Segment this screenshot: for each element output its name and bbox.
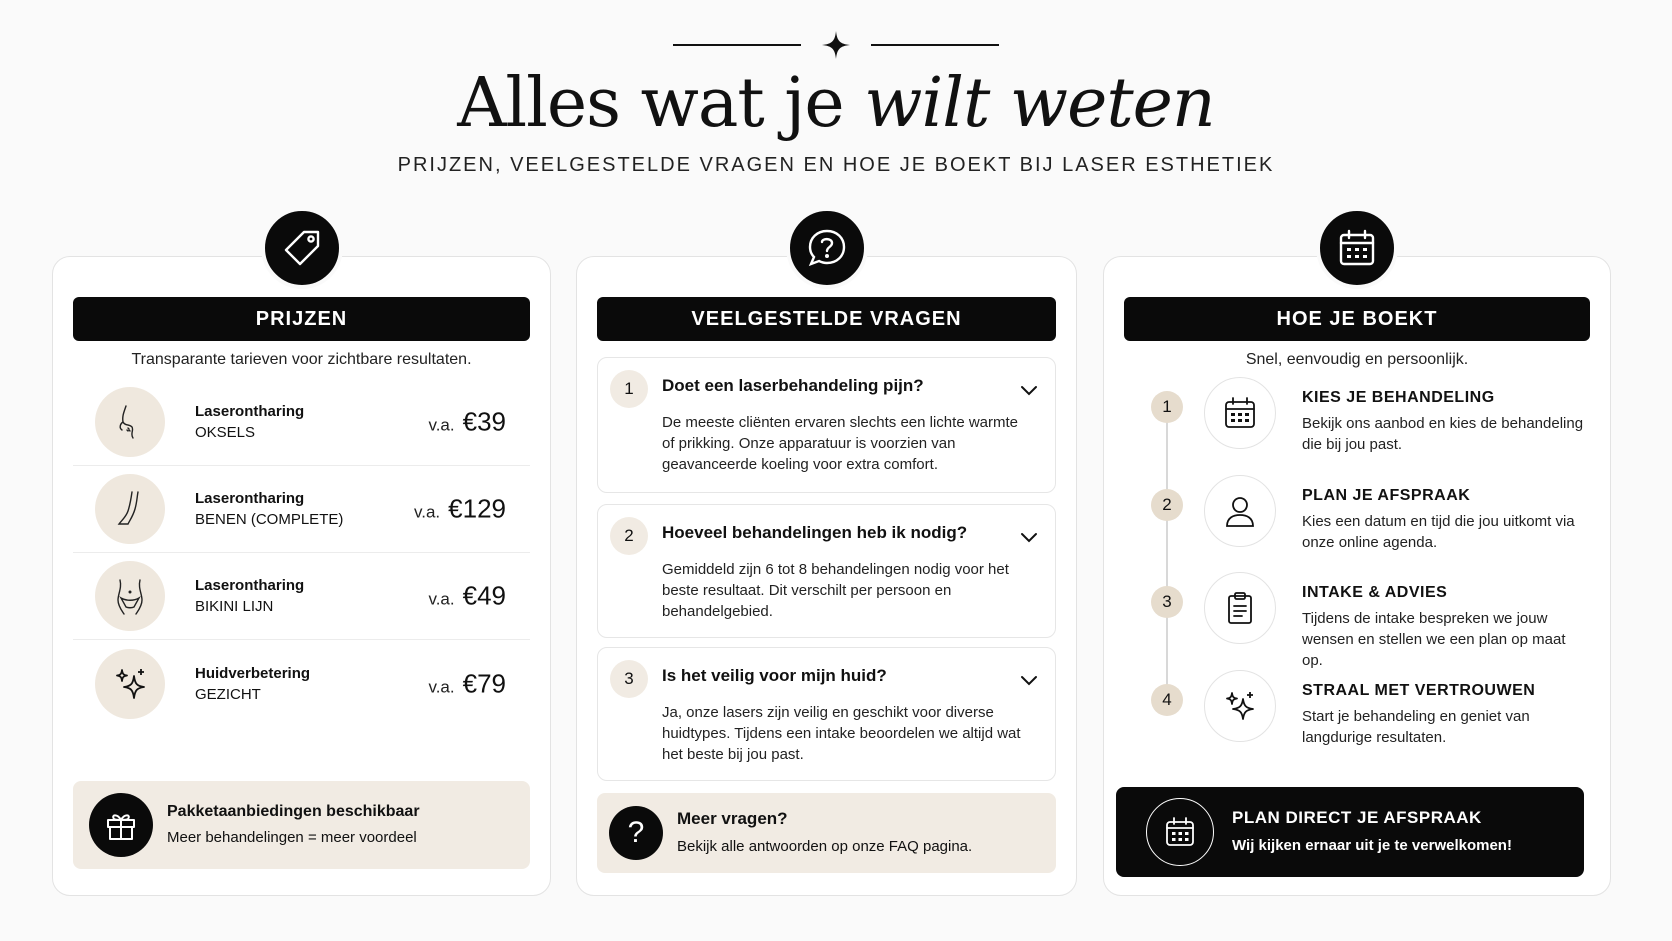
booking-card	[1103, 256, 1611, 896]
faq-item[interactable]	[597, 647, 1056, 781]
price-amount: €129	[448, 493, 506, 524]
price-row-benen	[73, 466, 530, 553]
more-questions-box[interactable]	[597, 793, 1056, 873]
gift-icon	[89, 793, 153, 857]
price-amount: €49	[462, 580, 506, 611]
faq-question: Is het veilig voor mijn huid?	[662, 666, 887, 685]
price-area: GEZICHT	[195, 685, 261, 703]
chevron-down-icon[interactable]	[1019, 527, 1039, 547]
price-label: Laserontharing	[195, 490, 305, 507]
faq-answer: De meeste cliënten ervaren slechts een lichte warmte of prikking. Onze apparatuur is voorzien van geavanceerde koeling voor extra comfort.	[662, 414, 1019, 473]
booking-step	[1124, 670, 1590, 760]
price-label: Laserontharing	[195, 403, 305, 420]
sparkle-icon	[1204, 670, 1276, 742]
person-icon	[1204, 475, 1276, 547]
step-number: 2	[1151, 489, 1183, 521]
faq-card	[576, 256, 1077, 896]
leg-icon	[95, 474, 165, 544]
price-label: Huidverbetering	[195, 664, 311, 682]
price-row-gezicht	[73, 640, 530, 727]
step-title: KIES JE BEHANDELING	[1302, 389, 1495, 406]
armpit-icon	[95, 387, 165, 457]
bikini-icon	[95, 561, 165, 631]
price-label: Laserontharing	[195, 577, 305, 594]
sparkle-icon	[95, 649, 165, 719]
question-mark-icon: ?	[609, 806, 663, 860]
booking-step	[1124, 377, 1590, 467]
price-area: OKSELS	[195, 424, 256, 441]
price-tag-icon	[261, 207, 343, 289]
faq-question: Hoeveel behandelingen heb ik nodig?	[662, 523, 968, 542]
ornament-line-right	[871, 44, 999, 46]
price-amount: €79	[462, 668, 506, 698]
star-ornament-icon	[821, 30, 851, 60]
step-title: STRAAL MET VERTROUWEN	[1302, 682, 1536, 699]
step-description: Bekijk ons aanbod en kies de behandeling die bij jou past.	[1302, 415, 1584, 453]
booking-header: HOE JE BOEKT	[1124, 297, 1590, 341]
page-subtitle: PRIJZEN, VEELGESTELDE VRAGEN EN HOE JE BOEKT BIJ LASER ESTHETIEK	[397, 154, 1275, 176]
step-number: 4	[1151, 684, 1183, 716]
chevron-down-icon[interactable]	[1019, 670, 1039, 690]
price-area: BENEN (COMPLETE)	[195, 511, 344, 528]
plan-appointment-button[interactable]	[1116, 787, 1584, 877]
booking-step	[1124, 572, 1590, 669]
price-list	[73, 379, 530, 727]
cta-text: Wij kijken ernaar uit je te verwelkomen!	[1232, 837, 1512, 854]
clipboard-icon	[1204, 572, 1276, 644]
pricing-card	[52, 256, 551, 896]
faq-item[interactable]	[597, 357, 1056, 493]
pricing-subtitle: Transparante tarieven voor zichtbare resultaten.	[131, 351, 472, 368]
chevron-down-icon[interactable]	[1019, 380, 1039, 400]
ornament-line-left	[673, 44, 801, 46]
calendar-icon	[1316, 207, 1398, 289]
more-questions-title: Meer vragen?	[677, 809, 788, 828]
step-description: Tijdens de intake bespreken we jouw wensen en stellen we een plan op maat op.	[1302, 610, 1566, 669]
price-area: BIKINI LIJN	[195, 598, 274, 615]
faq-number: 3	[610, 660, 648, 698]
price-from: v.a.	[428, 589, 455, 609]
price-amount: €39	[462, 406, 506, 437]
step-title: PLAN JE AFSPRAAK	[1302, 487, 1471, 504]
calendar-icon	[1204, 377, 1276, 449]
header-ornament	[0, 30, 1672, 60]
faq-answer: Ja, onze lasers zijn veilig en geschikt voor diverse huidtypes. Tijdens een intake beoordelen we altijd wat het beste bij jou past.	[662, 704, 1021, 763]
faq-number: 1	[610, 370, 648, 408]
booking-subtitle: Snel, eenvoudig en persoonlijk.	[1245, 351, 1469, 368]
promo-title: Pakketaanbiedingen beschikbaar	[167, 803, 420, 820]
step-title: INTAKE & ADVIES	[1302, 584, 1448, 601]
step-number: 1	[1151, 391, 1183, 423]
price-from: v.a.	[414, 502, 441, 522]
pricing-header: PRIJZEN	[73, 297, 530, 341]
promo-text: Meer behandelingen = meer voordeel	[167, 829, 417, 846]
booking-step	[1124, 475, 1590, 565]
faq-question: Doet een laserbehandeling pijn?	[662, 376, 924, 395]
promo-box[interactable]	[73, 781, 530, 869]
calendar-icon	[1146, 798, 1214, 866]
price-from: v.a.	[428, 415, 455, 435]
step-description: Kies een datum en tijd die jou uitkomt via onze online agenda.	[1302, 513, 1575, 551]
page-title: Alles wat je wilt weten	[457, 64, 1215, 143]
faq-number: 2	[610, 517, 648, 555]
cta-title: PLAN DIRECT JE AFSPRAAK	[1232, 808, 1482, 827]
step-description: Start je behandeling en geniet van langdurige resultaten.	[1302, 708, 1530, 746]
price-from: v.a.	[428, 677, 455, 696]
price-row-oksels	[73, 379, 530, 466]
step-number: 3	[1151, 586, 1183, 618]
question-chat-icon	[786, 207, 868, 289]
faq-answer: Gemiddeld zijn 6 tot 8 behandelingen nodig voor het beste resultaat. Dit verschilt per persoon en behandelgebied.	[662, 561, 1009, 620]
more-questions-text: Bekijk alle antwoorden op onze FAQ pagina.	[677, 838, 973, 855]
faq-header: VEELGESTELDE VRAGEN	[597, 297, 1056, 341]
faq-item[interactable]	[597, 504, 1056, 638]
price-row-bikini	[73, 553, 530, 640]
